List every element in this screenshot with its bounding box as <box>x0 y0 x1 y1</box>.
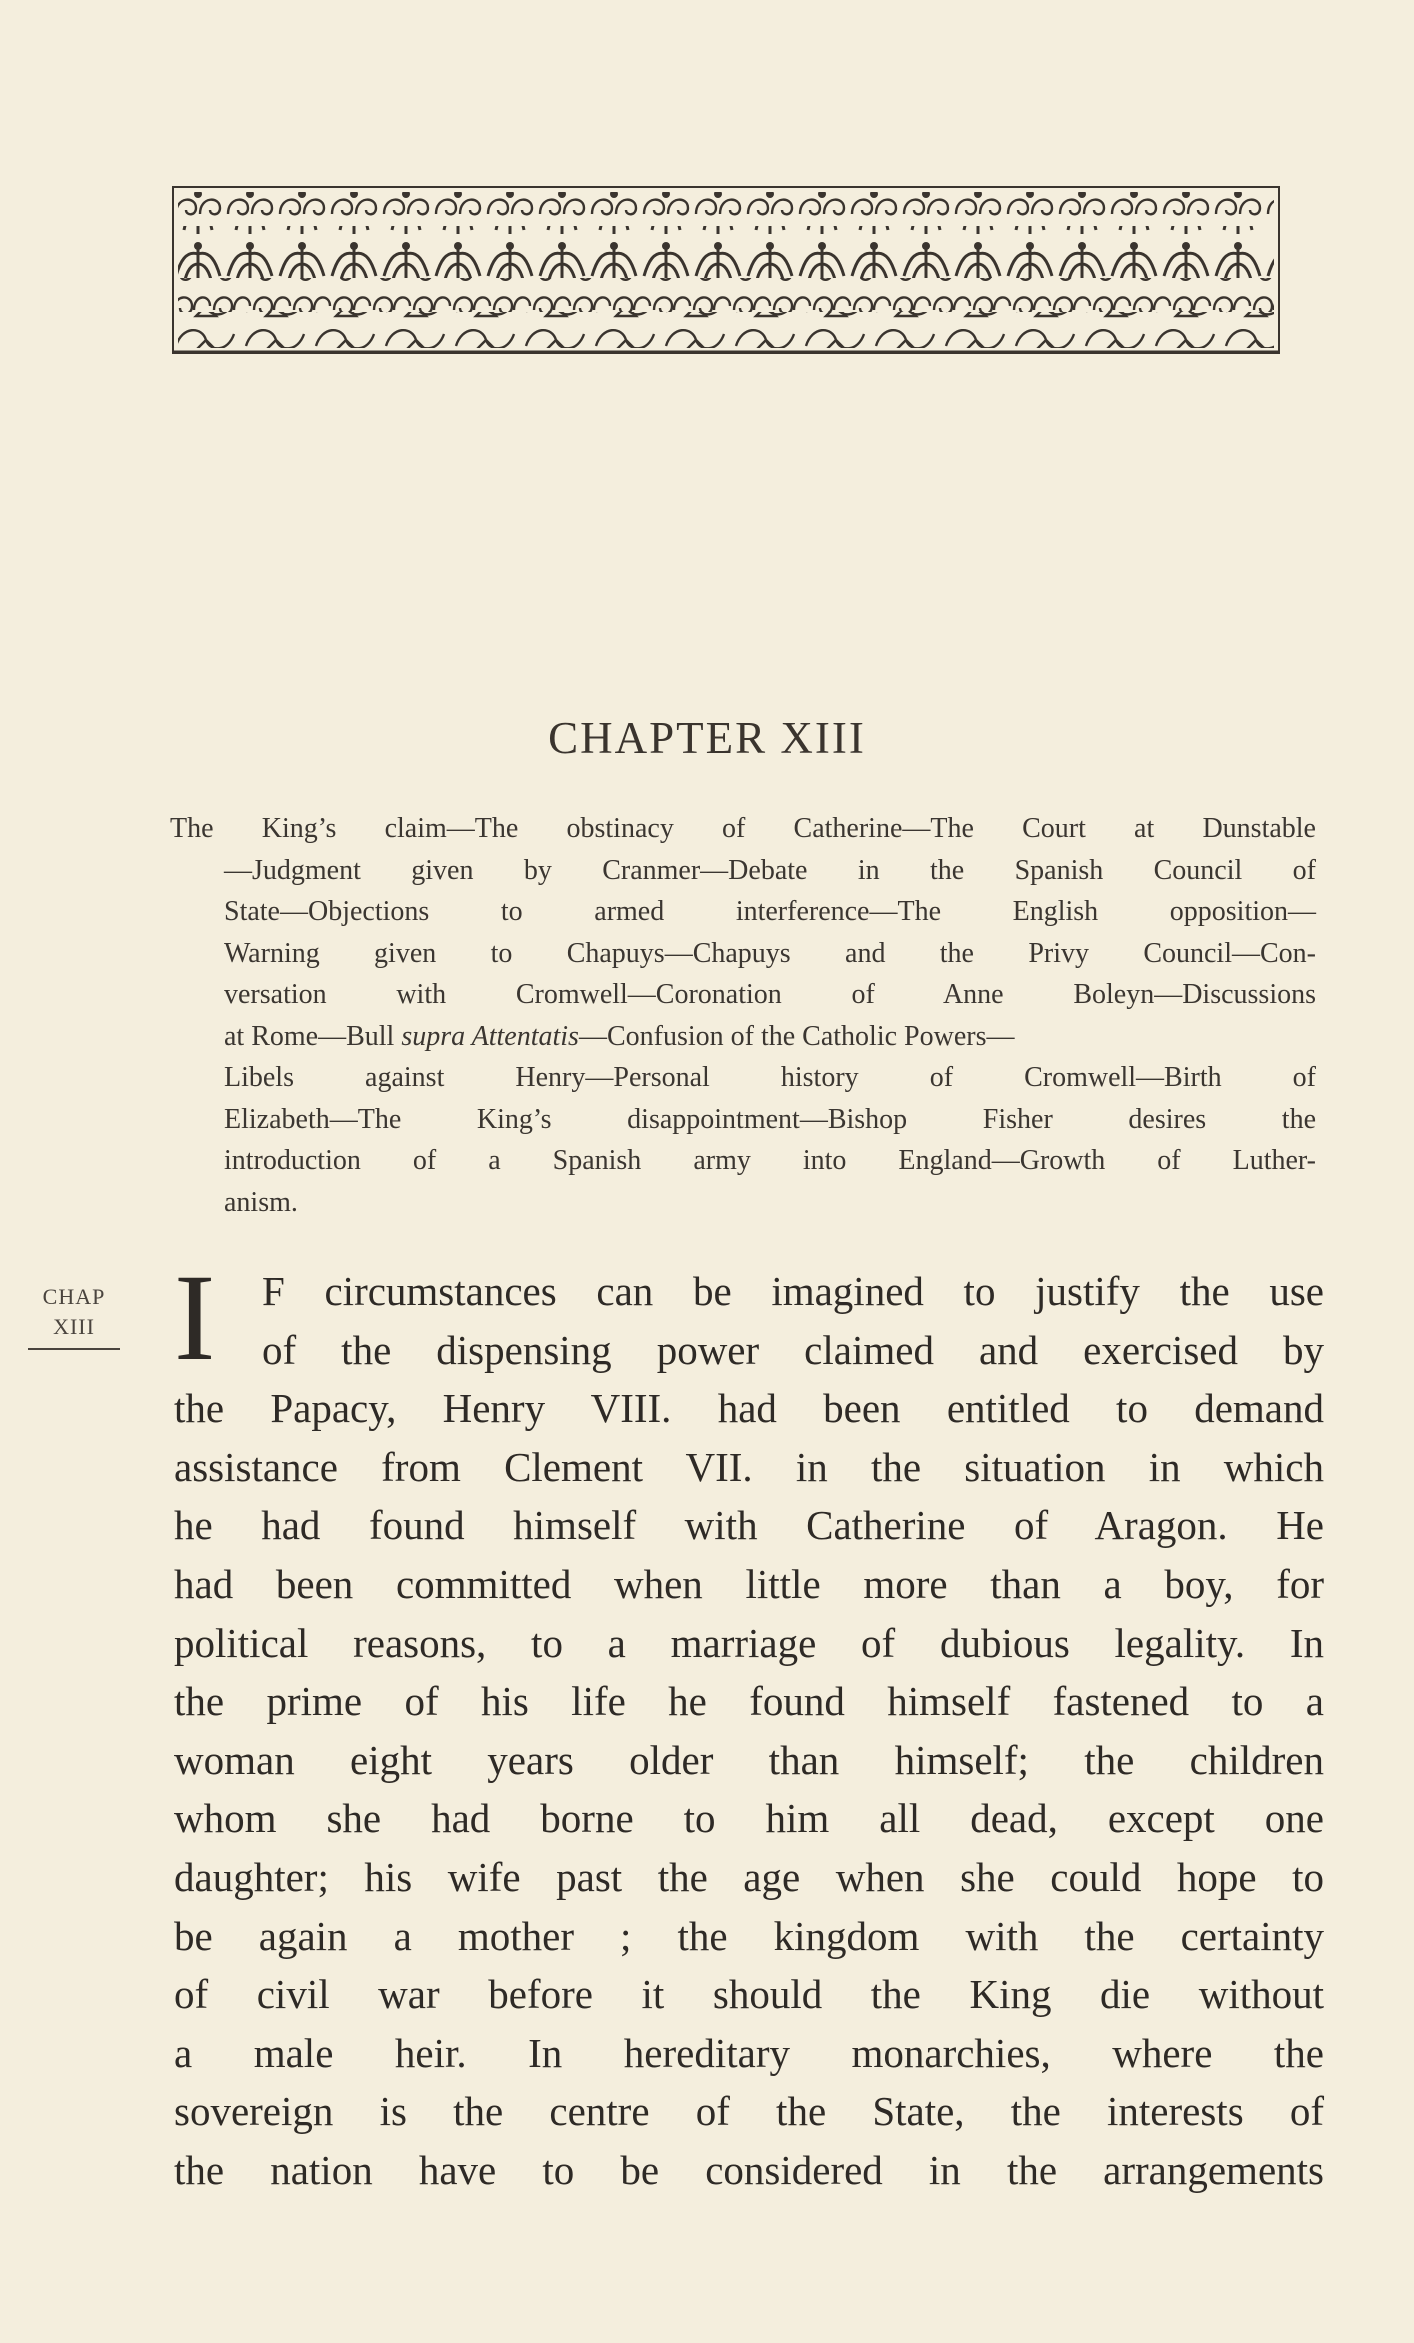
drop-cap: I <box>174 1249 216 1386</box>
synopsis-line: —Judgment given by Cranmer—Debate in the Spanish Council of <box>224 854 1316 886</box>
body-line: F circumstances can be imagined to justify the use <box>262 1268 1324 1314</box>
body-line: the prime of his life he found himself fastened to a <box>174 1678 1324 1725</box>
synopsis-line: introduction of a Spanish army into England—Growth of Luther- <box>224 1145 1316 1176</box>
margin-note <box>28 1282 120 1350</box>
body-line: the nation have to be considered in the arrangements <box>174 2146 1324 2193</box>
body-line: of civil war before it should the King die without <box>174 1971 1324 2018</box>
synopsis-text: at Rome—Bull <box>224 1020 402 1052</box>
synopsis-italic: supra Attentatis <box>401 1020 579 1052</box>
margin-note-chap: CHAP <box>42 1284 106 1309</box>
synopsis-line: State—Objections to armed interference—The English opposition— <box>224 896 1316 927</box>
synopsis-line: anism. <box>224 1186 298 1218</box>
body-line: sovereign is the centre of the State, the interests of <box>174 2088 1324 2135</box>
margin-note-number: XIII <box>53 1314 95 1339</box>
chapter-synopsis <box>170 808 1316 1223</box>
body-line: woman eight years older than himself; the children <box>174 1736 1324 1783</box>
body-text <box>174 1249 1324 2200</box>
body-line: had been committed when little more than a boy, for <box>174 1560 1324 1607</box>
body-line: be again a mother ; the kingdom with the certainty <box>174 1912 1324 1959</box>
synopsis-text: —Confusion of the Catholic Powers— <box>578 1020 1015 1052</box>
body-line: he had found himself with Catherine of Aragon. He <box>174 1502 1324 1549</box>
synopsis-line-with-italic <box>170 1016 1316 1058</box>
ornamental-headpiece <box>172 186 1280 354</box>
synopsis-line: Libels against Henry—Personal history of Cromwell—Birth of <box>224 1062 1316 1093</box>
synopsis-line: Elizabeth—The King’s disappointment—Bishop Fisher desires the <box>224 1103 1316 1135</box>
body-line: whom she had borne to him all dead, except one <box>174 1795 1324 1842</box>
body-line: daughter; his wife past the age when she could hope to <box>174 1853 1324 1900</box>
body-line: political reasons, to a marriage of dubious legality. In <box>174 1619 1324 1666</box>
margin-note-rule <box>28 1348 120 1350</box>
body-line: a male heir. In hereditary monarchies, where the <box>174 2029 1324 2076</box>
body-line: the Papacy, Henry VIII. had been entitled to demand <box>174 1385 1324 1432</box>
synopsis-line: versation with Cromwell—Coronation of Anne Boleyn—Discussions <box>224 979 1316 1010</box>
chapter-title: CHAPTER XIII <box>548 713 866 763</box>
body-line: of the dispensing power claimed and exercised by <box>262 1326 1324 1373</box>
body-line: assistance from Clement VII. in the situation in which <box>174 1443 1324 1490</box>
synopsis-line: The King’s claim—The obstinacy of Catherine—The Court at Dunstable <box>170 813 1316 844</box>
synopsis-line: Warning given to Chapuys—Chapuys and the Privy Council—Con- <box>224 937 1316 969</box>
